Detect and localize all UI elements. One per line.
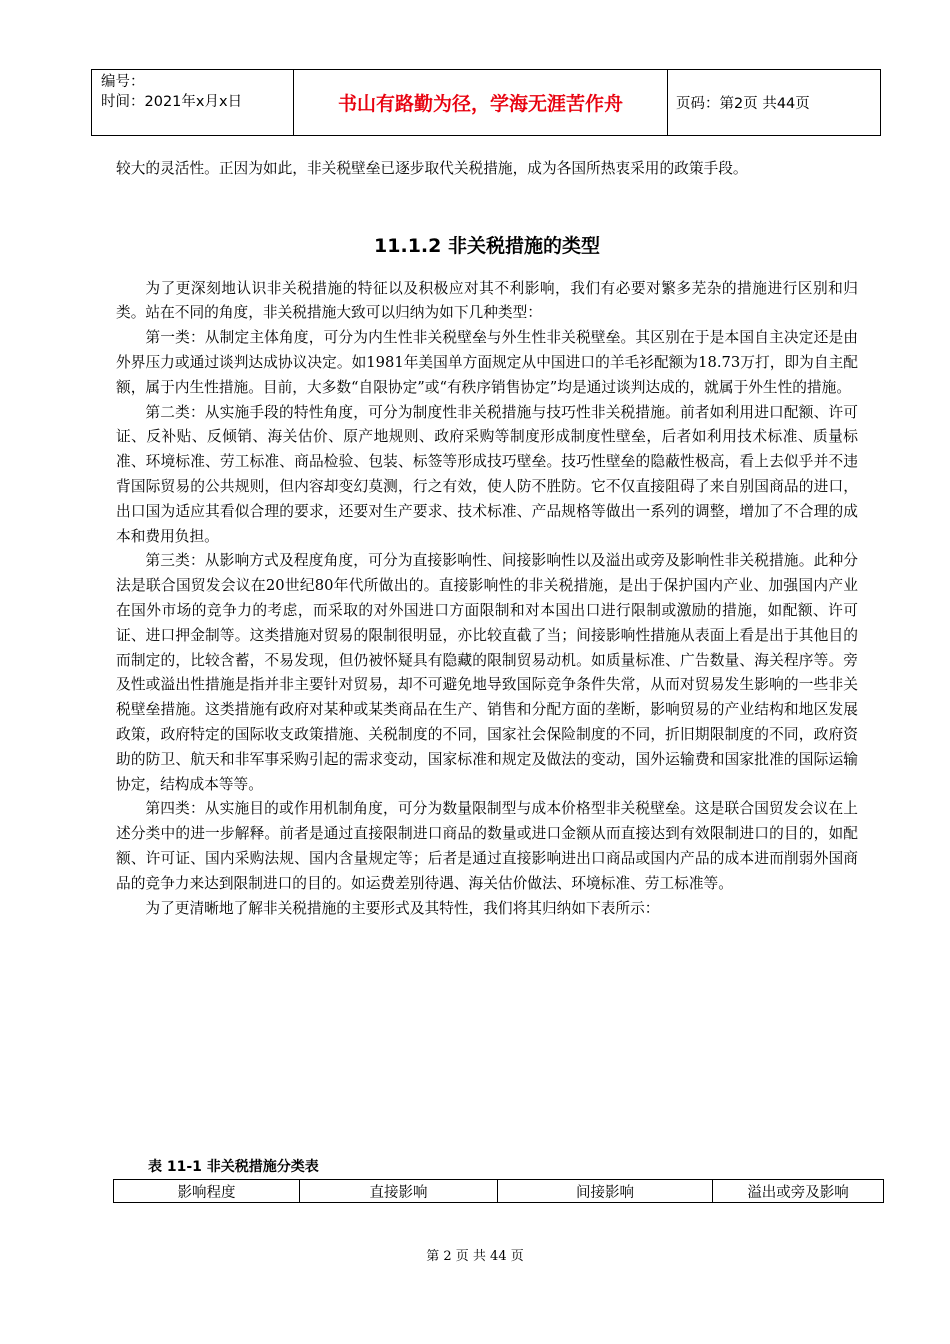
table-header-row (114, 1180, 884, 1203)
paragraph-type-4: 第四类：从实施目的或作用机制角度，可分为数量限制型与成本价格型非关税壁垒。这是联合国贸发会议在上述分类中的进一步解释。前者是通过直接限制进口商品的数量或进口金额从而直接达到有效限制进口的目的，如配额、许可证、国内采购法规、国内含量规定等；后者是通过直接影响进出口商品或国内产品的成本进而削弱外国商品的竞争力来达到限制进口的目的。如运费差别待遇、海关估价做法、环境标准、劳工标准等。 (116, 800, 858, 892)
table-header-cell: 直接影响 (300, 1180, 498, 1203)
table-header-cell: 间接影响 (498, 1180, 713, 1203)
section-title: 11.1.2 非关税措施的类型 (374, 234, 600, 257)
header-motto: 书山有路勤为径，学海无涯苦作舟 (294, 70, 668, 136)
paragraph-type-3: 第三类：从影响方式及程度角度，可分为直接影响性、间接影响性以及溢出或旁及影响性非关税措施。此种分法是联合国贸发会议在20世纪80年代所做出的。直接影响性的非关税措施，是出于保护国内产业、加强国内产业在国外市场的竞争力的考虑，而采取的对外国进口方面限制和对本国出口进行限制或激励的措施，如配额、许可证、进口押金制等。这类措施对贸易的限制很明显，亦比较直截了当；间接影响性措施从表面上看是出于其他目的而制定的，比较含蓄，不易发现，但仍被怀疑具有隐藏的限制贸易动机。如质量标准、广告数量、海关程序等。旁及性或溢出性措施是指并非主要针对贸易，却不可避免地导致国际竞争条件失常，从而对贸易发生影响的一些非关税壁垒措施。这类措施有政府对某种或某类商品在生产、销售和分配方面的垄断，影响贸易的产业结构和地区发展政策，政府特定的国际收支政策措施、关税制度的不同，国家社会保险制度的不同，折旧期限制度的不同，政府资助的防卫、航天和非军事采购引起的需求变动，国家标准和规定及做法的变动，国外运输费和国家批准的国际运输协定，结构成本等等。 (116, 552, 858, 793)
paragraph-table-intro: 为了更清晰地了解非关税措施的主要形式及其特性，我们将其归纳如下表所示： (145, 899, 660, 917)
document-number-label: 编号： (101, 74, 145, 90)
page-footer: 第 2 页 共 44 页 (426, 1249, 524, 1264)
document-header (91, 69, 881, 136)
header-meta-cell (92, 70, 294, 136)
paragraph-intro: 为了更深刻地认识非关税措施的特征以及积极应对其不利影响，我们有必要对繁多芜杂的措施进行区别和归类。站在不同的角度，非关税措施大致可以归纳为如下几种类型： (116, 279, 858, 322)
table-header-cell: 溢出或旁及影响 (713, 1180, 884, 1203)
paragraph-type-1: 第一类：从制定主体角度，可分为内生性非关税壁垒与外生性非关税壁垒。其区别在于是本国自主决定还是由外界压力或通过谈判达成协议决定。如1981年美国单方面规定从中国进口的羊毛衫配额为18.73万打，即为自主配额，属于内生性措施。目前，大多数“自限协定”或“有秩序销售协定”均是通过谈判达成的，就属于外生性的措施。 (116, 329, 858, 396)
table-caption: 表 11-1 非关税措施分类表 (148, 1159, 319, 1175)
document-body (116, 157, 858, 921)
document-time-label: 时间：2021年x月x日 (101, 94, 243, 110)
classification-table (113, 1179, 884, 1203)
paragraph-type-2: 第二类：从实施手段的特性角度，可分为制度性非关税措施与技巧性非关税措施。前者如利用进口配额、许可证、反补贴、反倾销、海关估价、原产地规则、政府采购等制度形成制度性壁垒，后者如利用技术标准、质量标准、环境标准、劳工标准、商品检验、包装、标签等形成技巧壁垒。技巧性壁垒的隐蔽性极高，看上去似乎并不违背国际贸易的公共规则，但内容却变幻莫测，行之有效，使人防不胜防。它不仅直接阻碍了来自别国商品的进口，出口国为适应其看似合理的要求，还要对生产要求、技术标准、产品规格等做出一系列的调整，增加了不合理的成本和费用负担。 (116, 403, 858, 545)
table-header-cell: 影响程度 (114, 1180, 300, 1203)
header-page-label: 页码：第2页 共44页 (668, 70, 881, 136)
paragraph-continuation: 较大的灵活性。正因为如此，非关税壁垒已逐步取代关税措施，成为各国所热衷采用的政策手段。 (116, 160, 748, 177)
